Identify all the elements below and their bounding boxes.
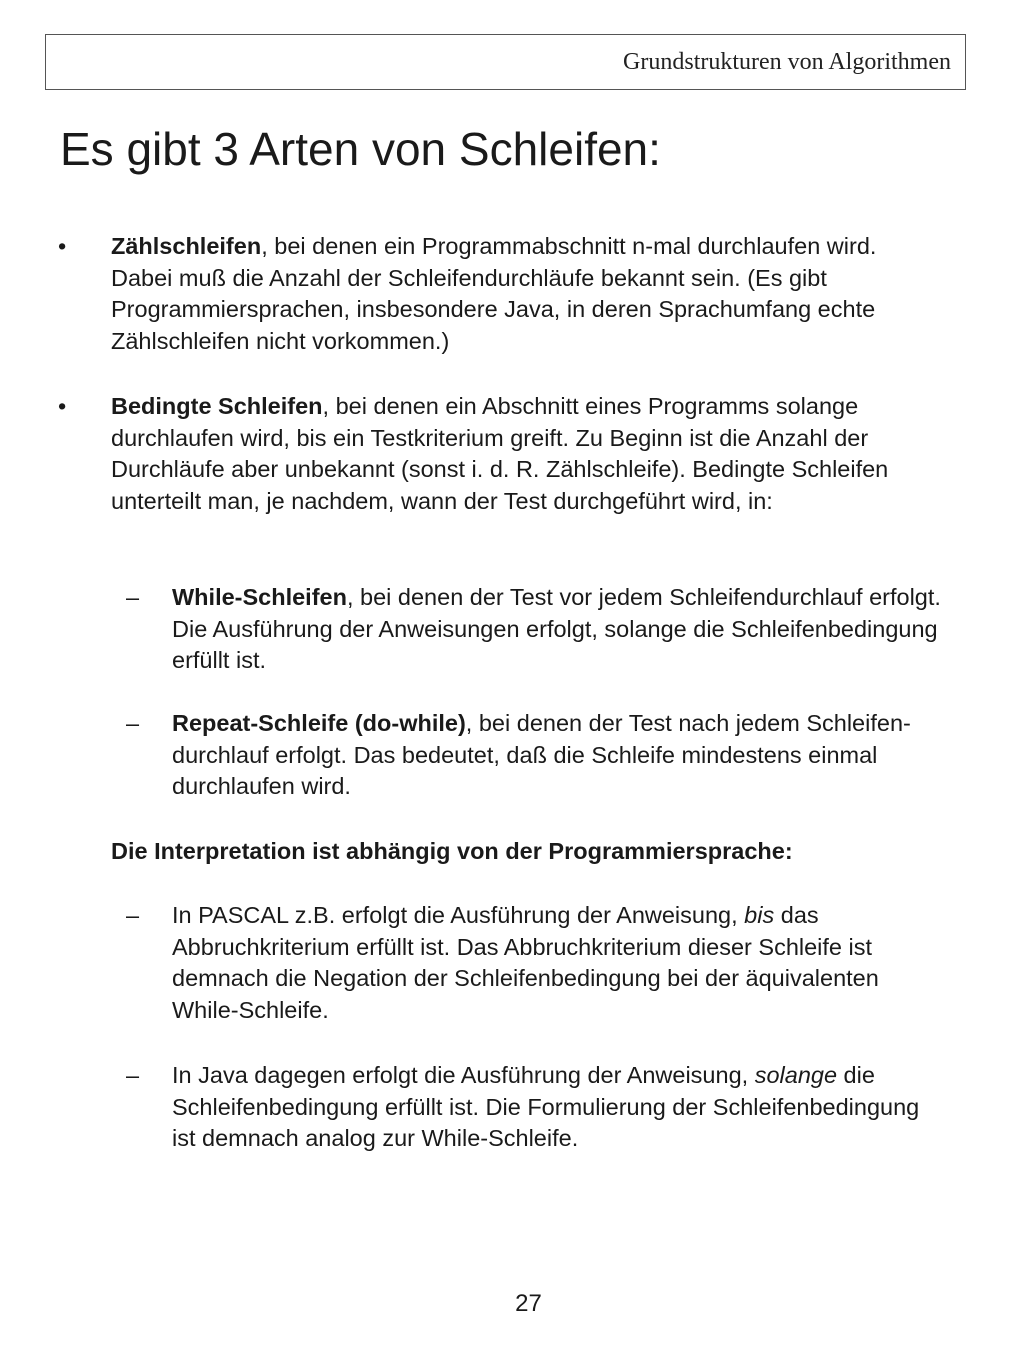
- dash-marker: –: [126, 902, 140, 928]
- interpretation-java: [172, 1060, 932, 1155]
- dash-marker: –: [126, 1062, 140, 1088]
- emphasis-bis: bis: [744, 902, 775, 928]
- sub-item-text: , bei denen der Test vor jedem Schleifendurchlauf erfolgt. Die Ausführung der Anweisungen erfolgt, solange die Schleifenbedingung erfüllt ist.: [172, 584, 941, 673]
- bullet-marker: •: [58, 233, 67, 259]
- running-header: [45, 34, 966, 90]
- page-title: Es gibt 3 Arten von Schleifen:: [60, 123, 661, 175]
- sub-item-while: [172, 582, 962, 677]
- emphasis-solange: solange: [754, 1062, 838, 1088]
- bullet-marker: •: [58, 393, 67, 419]
- interpretation-text: die Schleifenbedingung erfüllt ist. Die Formulierung der Schleifenbedingung ist demnach analog zur While-Schleife.: [172, 1062, 920, 1151]
- interpretation-text: In Java dagegen erfolgt die Ausführung der Anweisung,: [172, 1062, 755, 1088]
- term-bedingte-schleifen: Bedingte Schleifen: [111, 393, 323, 419]
- dash-marker: –: [126, 710, 140, 736]
- bullet-text: , bei denen ein Programmabschnitt n-mal durchlaufen wird. Dabei muß die Anzahl der Schleifendurchläufe bekannt sein. (Es gibt Programmiersprachen, insbesondere Java, in deren Sprachumfang echte Zählschleifen nicht vorkommen.): [111, 233, 877, 354]
- interpretation-text: In PASCAL z.B. erfolgt die Ausführung der Anweisung,: [172, 902, 745, 928]
- term-while-schleifen: While-Schleifen: [172, 584, 347, 610]
- bullet-bedingte-schleifen: [111, 391, 911, 517]
- sub-item-text: , bei denen der Test nach jedem Schleifen-durchlauf erfolgt. Das bedeutet, daß die Schleife mindestens einmal durchlaufen wird.: [172, 710, 911, 799]
- page-number: 27: [515, 1290, 542, 1317]
- bullet-text: , bei denen ein Abschnitt eines Programms solange durchlaufen wird, bis ein Testkriterium greift. Zu Beginn ist die Anzahl der Durchläufe aber unbekannt (sonst i. d. R. Zählschleife). Bedingte Schleifen unterteilt man, je nachdem, wann der Test durchgeführt wird, in:: [111, 393, 889, 514]
- header-text: Grundstrukturen von Algorithmen: [623, 49, 951, 75]
- dash-marker: –: [126, 584, 140, 610]
- sub-item-repeat: [172, 708, 912, 803]
- interpretation-heading: Die Interpretation ist abhängig von der Programmiersprache:: [111, 838, 793, 864]
- bullet-zaehlschleifen: [111, 231, 911, 357]
- interpretation-pascal: [172, 900, 932, 1026]
- interpretation-text: das Abbruchkriterium erfüllt ist. Das Abbruchkriterium dieser Schleife ist demnach die Negation der Schleifenbedingung bei der äquivalenten While-Schleife.: [172, 902, 879, 1023]
- term-repeat-schleife: Repeat-Schleife (do-while): [172, 710, 466, 736]
- term-zaehlschleifen: Zählschleifen: [111, 233, 262, 259]
